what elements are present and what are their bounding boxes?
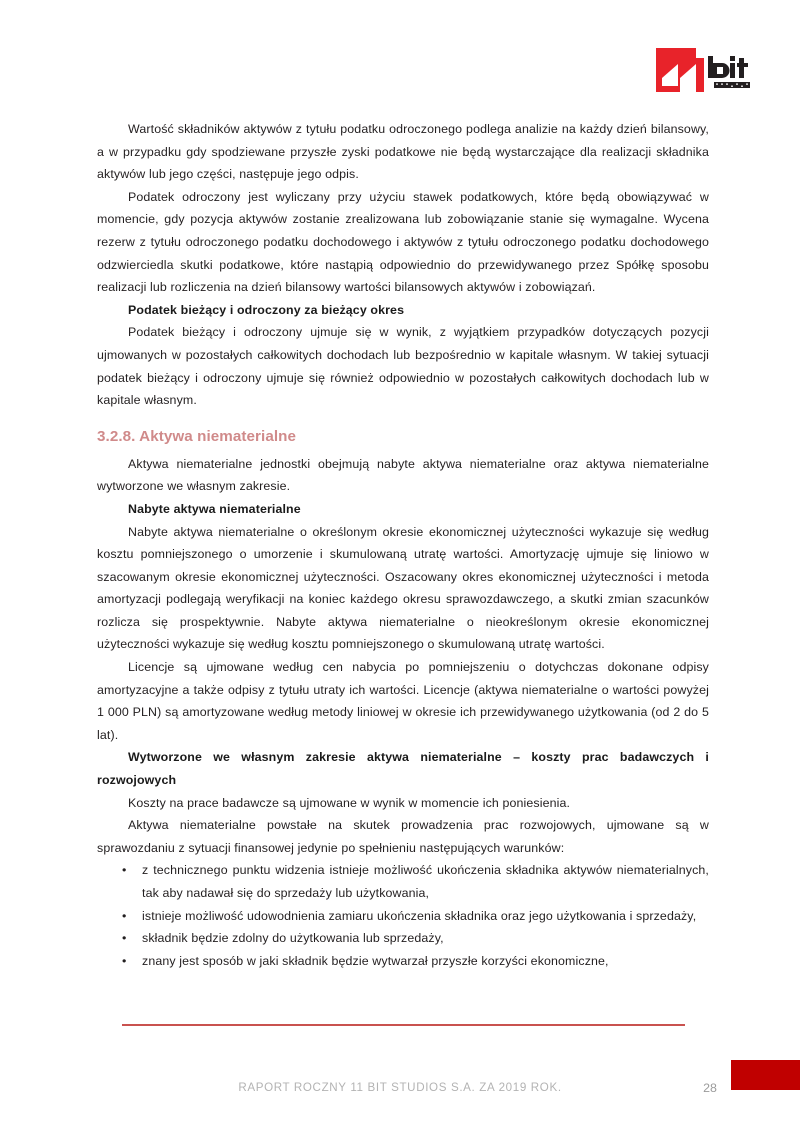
paragraph-7: Koszty na prace badawcze są ujmowane w wynik w momencie ich poniesienia. <box>128 795 571 810</box>
page-footer <box>0 1018 800 1131</box>
paragraph-4: Aktywa niematerialne jednostki obejmują nabyte aktywa niematerialne oraz aktywa niematerialne wytworzone we własnym zakresie. <box>97 456 709 494</box>
page-content <box>97 118 709 972</box>
paragraph-3: Podatek bieżący i odroczony ujmuje się w wynik, z wyjątkiem przypadków dotyczących pozycji ujmowanych w pozostałych całkowitych dochodach lub bezpośrednio w kapitale własnym. W takiej sytuacji podatek bieżący i odroczony ujmuje się również odpowiednio w pozostałych całkowitych dochodach lub w kapitale własnym. <box>97 325 709 408</box>
company-logo <box>656 48 748 100</box>
paragraph-6: Licencje są ujmowane według cen nabycia po pomniejszeniu o dotychczas dokonane odpisy amortyzacyjne a także odpisy z tytułu utraty ich wartości. Licencje (aktywa niematerialne o wartości powyżej 1 000 PLN) są amortyzowane według metody liniowej w okresie ich przewidywanego użytkowania (od 2 do 5 lat). <box>97 660 709 742</box>
11-bit-logo-mark-icon <box>656 48 704 92</box>
list-item: • składnik będzie zdolny do użytkowania lub sprzedaży, <box>97 927 709 950</box>
footer-divider <box>122 1024 685 1026</box>
paragraph-5: Nabyte aktywa niematerialne o określonym okresie ekonomicznej użyteczności wykazuje się według kosztu pomniejszonego o umorzenie i skumulowaną utratę wartości. Amortyzację ujmuje się liniowo w szacowanym okresie ekonomicznej użyteczności. Oszacowany okres ekonomicznej użyteczności i metoda amortyzacji podlegają weryfikacji na koniec każdego okresu sprawozdawczego, a skutki zmian szacunków rozlicza się prospektywnie. Nabyte aktywa niematerialne o nieokreślonym okresie ekonomicznej użyteczności wykazuje się według kosztu pomniejszonego o skumulowaną utratę wartości. <box>97 524 709 652</box>
page-number: 28 <box>703 1081 717 1095</box>
section-heading-3-2-8: 3.2.8. Aktywa niematerialne <box>97 427 297 445</box>
bit-studios-wordmark-icon <box>708 56 750 92</box>
paragraph-1: Wartość składników aktywów z tytułu podatku odroczonego podlega analizie na każdy dzień bilansowy, a w przypadku gdy spodziewane przyszłe zyski podatkowe nie będą wystarczające dla realizacji składnika aktywów lub jego części, następuje jego odpis. <box>97 122 709 182</box>
subheading-podatek-biezacy: Podatek bieżący i odroczony za bieżący okres <box>128 302 405 317</box>
footer-report-title: RAPORT ROCZNY 11 BIT STUDIOS S.A. ZA 2019 ROK. <box>238 1081 562 1094</box>
page-header <box>0 0 800 118</box>
subheading-wytworzone-we-wlasnym-zakresie: Wytworzone we własnym zakresie aktywa niematerialne – koszty prac badawczych i rozwojowych <box>97 750 709 788</box>
list-item: • znany jest sposób w jaki składnik będzie wytwarzał przyszłe korzyści ekonomiczne, <box>97 950 709 973</box>
conditions-bullet-list <box>97 859 709 972</box>
paragraph-2: Podatek odroczony jest wyliczany przy użyciu stawek podatkowych, które będą obowiązywać w momencie, gdy pozycja aktywów zostanie zrealizowana lub zobowiązanie stanie się wymagalne. Wycena rezerw z tytułu odroczonego podatku dochodowego i aktywów z tytułu odroczonego podatku dochodowego odzwierciedla skutki podatkowe, które nastąpią odpowiednio do przewidywanego przez Spółkę sposobu realizacji lub rozliczenia na dzień bilansowy wartości bilansowych aktywów i zobowiązań. <box>97 189 709 295</box>
subheading-nabyte-aktywa: Nabyte aktywa niematerialne <box>128 501 301 516</box>
paragraph-8: Aktywa niematerialne powstałe na skutek prowadzenia prac rozwojowych, ujmowane są w sprawozdaniu z sytuacji finansowej jedynie po spełnieniu następujących warunków: <box>97 818 709 855</box>
list-item: • z technicznego punktu widzenia istnieje możliwość ukończenia składnika aktywów niematerialnych, tak aby nadawał się do sprzedaży lub użytkowania, <box>97 859 709 904</box>
list-item: • istnieje możliwość udowodnienia zamiaru ukończenia składnika oraz jego użytkowania i sprzedaży, <box>97 905 709 928</box>
footer-accent-block <box>731 1060 800 1090</box>
